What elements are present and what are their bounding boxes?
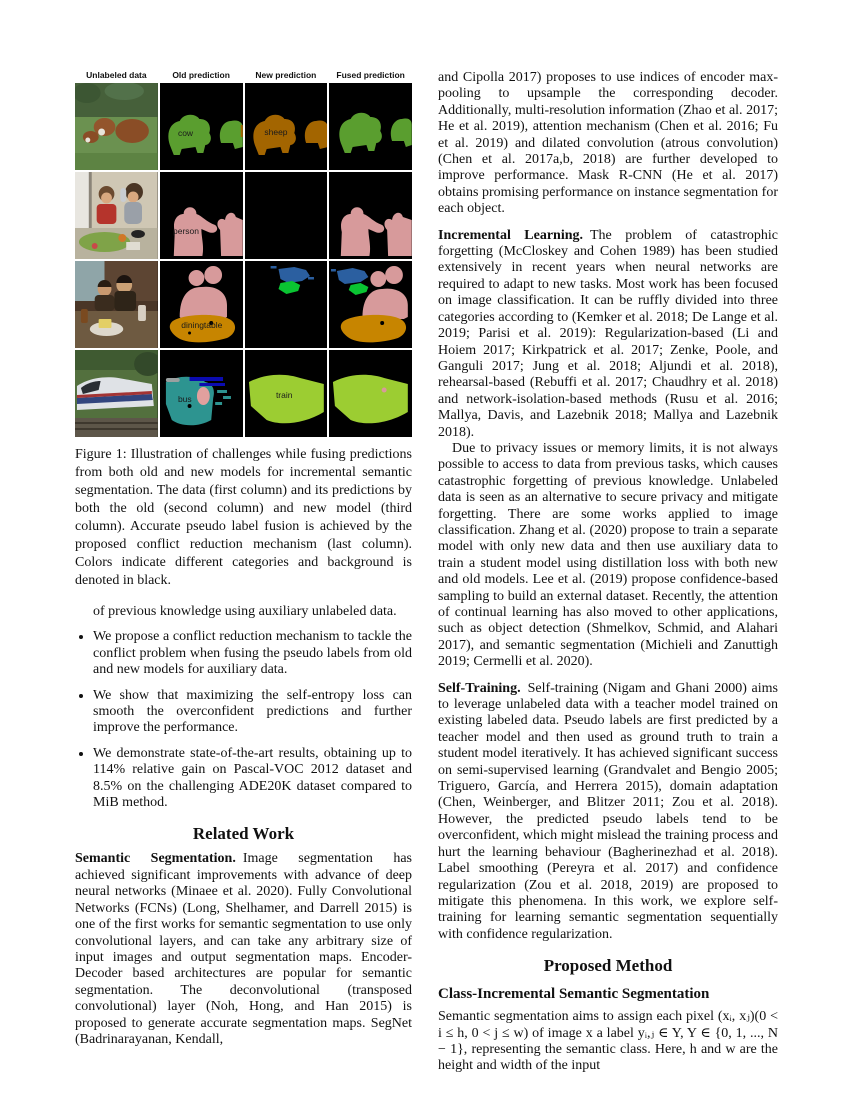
train-photo-illustration xyxy=(75,350,158,437)
math-paragraph: Semantic segmentation aims to assign each pixel (xᵢ, xⱼ)(0 < i ≤ h, 0 < j ≤ w) of image x a label yᵢ,ⱼ ∈ Y, Y ∈ {0, 1, ..., N − 1}, representing the semantic class. Here, h and w are the height and width of the input xyxy=(438,1009,778,1074)
old-prediction-person xyxy=(160,172,243,259)
left-column xyxy=(75,66,412,1048)
header-fused-prediction: Fused prediction xyxy=(336,70,405,80)
old-prediction-cow xyxy=(160,83,243,170)
class-incremental-subheading: Class-Incremental Semantic Segmentation xyxy=(438,986,710,1003)
new-prediction-train xyxy=(245,350,328,437)
cow-label: cow xyxy=(177,128,194,139)
photo-children xyxy=(75,172,158,259)
self-training-text: Self-training (Nigam and Ghani 2000) aims to leverage unlabeled data with a teacher model trained on existing labeled data. Pseudo labels are first predicted by a teacher model and then used as ground truth to train a student model iteratively. It has achieved significant success on semi-supervised learning (Grandvalet and Bengio 2005; Triguero, García, and Herrera 2015), domain adaptation (Chen, Weinberger, and Blitzer 2011; Zou et al. 2018). However, the predicted pseudo labels tend to be overconfident, which might mislead the training process and hurt the learning behaviour (Bagherinezhad et al. 2018). Label smoothing (Pereyra et al. 2017) and confidence regularization (Zou et al. 2018, 2019) are proposed to mitigate this phenomena. In this work, we explore self-training for learning semantic segmentation sequentially with confidence regularization. xyxy=(438,680,778,942)
train-label: train xyxy=(275,390,293,401)
incremental-learning-paragraph xyxy=(438,228,778,441)
fused-prediction-cow xyxy=(329,83,412,170)
old-prediction-bus xyxy=(160,350,243,437)
semantic-segmentation-text: Image segmentation has achieved significant improvements with advance of deep neural networks (Minaee et al. 2020). Fully Convolutional Networks (FCNs) (Long, Shelhamer, and Darrell 2015) is one of the first works for semantic segmentation to use only convolutional layers, and can take any arbitrary size of input images and output segmentation maps. Encoder-Decoder based architectures are popular for semantic segmentation. The deconvolutional (transposed convolutional) layer (Noh, Hong, and Han 2015) is proposed to generate accurate segmentation maps. SegNet (Badrinarayanan, Kendall, xyxy=(75,851,412,1047)
bullet-conflict-reduction: • We propose a conflict reduction mechanism to tackle the conflict problem when fusing the pseudo labels from old and new models for auxiliary data. xyxy=(93,629,412,678)
proposed-method-heading: Proposed Method xyxy=(543,956,673,976)
old-prediction-diningtable xyxy=(160,261,243,348)
header-old-prediction: Old prediction xyxy=(172,70,230,80)
incremental-learning-lead: Incremental Learning. xyxy=(438,227,583,243)
fused-person-mask xyxy=(329,172,412,259)
semantic-segmentation-paragraph xyxy=(75,851,412,1048)
sheep-label: sheep xyxy=(264,126,288,137)
photo-cows xyxy=(75,83,158,170)
right-column xyxy=(438,66,778,1075)
bullet-self-entropy: • We show that maximizing the self-entropy loss can smooth the overconfident predictions and further improve the performance. xyxy=(93,688,412,737)
patches-mask xyxy=(245,261,328,348)
empty-mask xyxy=(245,172,328,259)
fused-prediction-person xyxy=(329,172,412,259)
diner-photo-illustration xyxy=(75,261,158,348)
diningtable-mask xyxy=(160,261,243,348)
self-training-lead: Self-Training. xyxy=(438,680,521,696)
fused-train-mask xyxy=(329,350,412,437)
fused-prediction-train xyxy=(329,350,412,437)
photo-diner xyxy=(75,261,158,348)
new-prediction-patches xyxy=(245,261,328,348)
segnet-continuation-paragraph: and Cipolla 2017) proposes to use indices of encoder max-pooling to upsample the corresponding decoder. Additionally, multi-resolution information (Zhao et al. 2017; He et al. 2019), attention mechanism (Chen et al. 2016; Fu et al. 2019) and dilated convolution (atrous convolution) (Chen et al. 2017a,b, 2018) are further developed to improve performance. Mask R-CNN (He et al. 2017) obtains promising performance on instance segmentation for each object. xyxy=(438,70,778,217)
cow-mask xyxy=(160,83,243,170)
cows-photo-illustration xyxy=(75,83,158,170)
person-label: person xyxy=(172,225,199,236)
person-mask xyxy=(160,172,243,259)
figure-1 xyxy=(75,70,412,437)
privacy-paragraph: Due to privacy issues or memory limits, it is not always possible to access to data from previous tasks, which causes catastrophic forgetting of previous knowledge. Unlabeled data is seen as an alternative to secure privacy and mitigate forgetting. There are some works applied to image classification. Zhang et al. (2020) propose to train a separate model with only new data and then use auxiliary data to train a student model using distillation loss with both new and old models. Lee et al. (2019) propose confidence-based sampling to build an external dataset. Recently, the attention of continual learning has also moved to other applications, such as object detection (Shmelkov, Schmid, and Alahari 2017), and semantic segmentation (Michieli and Zanuttigh 2019; Cermelli et al. 2020). xyxy=(438,440,778,670)
fused-diningtable-mask xyxy=(329,261,412,348)
orphan-line: of previous knowledge using auxiliary unlabeled data. xyxy=(93,604,397,619)
bus-mask xyxy=(160,350,243,437)
header-new-prediction: New prediction xyxy=(255,70,317,80)
semantic-segmentation-lead: Semantic Segmentation. xyxy=(75,851,236,867)
diningtable-label: diningtable xyxy=(181,320,223,331)
bus-label: bus xyxy=(177,393,192,404)
self-training-paragraph xyxy=(438,681,778,944)
figure-caption: Figure 1: Illustration of challenges while fusing predictions from both old and new models for incremental semantic segmentation. The data (first column) and its predictions by both the old (second column) and new model (third column). Accurate pseudo label fusion is achieved by the proposed conflict reduction mechanism (last column). Colors indicate different categories and background is denoted in black. xyxy=(75,447,412,588)
new-prediction-sheep xyxy=(245,83,328,170)
fused-cow-mask xyxy=(329,83,412,170)
incremental-learning-text: The problem of catastrophic forgetting (McCloskey and Cohen 1989) has been studied extensively in recent years when neural networks are required to adapt to new tasks. Most work has been focused on image classification. It can be ruffly divided into three categories according to (Kemker et al. 2018; De Lange et al. 2019; Parisi et al. 2019): Regularization-based (Li and Hoiem 2017; Kirkpatrick et al. 2017; Zenke, Poole, and Ganguli 2017; Jung et al. 2018; Aljundi et al. 2018), rehearsal-based (Rebuffi et al. 2017; Chaudhry et al. 2018) and network-isolation-based methods (Rusu et al. 2016; Mallya, Davis, and Lazebnik 2018; Mallya and Lazebnik 2018). xyxy=(438,227,778,440)
related-work-heading: Related Work xyxy=(192,824,295,844)
figure-column-headers xyxy=(75,70,412,80)
new-prediction-empty xyxy=(245,172,328,259)
bullet-sota-results: • We demonstrate state-of-the-art results, obtaining up to 114% relative gain on Pascal-VOC 2012 dataset and 8.5% on the challenging ADE20K dataset compared to MiB method. xyxy=(93,746,412,812)
photo-train xyxy=(75,350,158,437)
children-photo-illustration xyxy=(75,172,158,259)
figure-grid xyxy=(75,83,412,437)
fused-prediction-diningtable xyxy=(329,261,412,348)
contribution-bullets xyxy=(75,629,412,811)
header-unlabeled-data: Unlabeled data xyxy=(86,70,147,80)
